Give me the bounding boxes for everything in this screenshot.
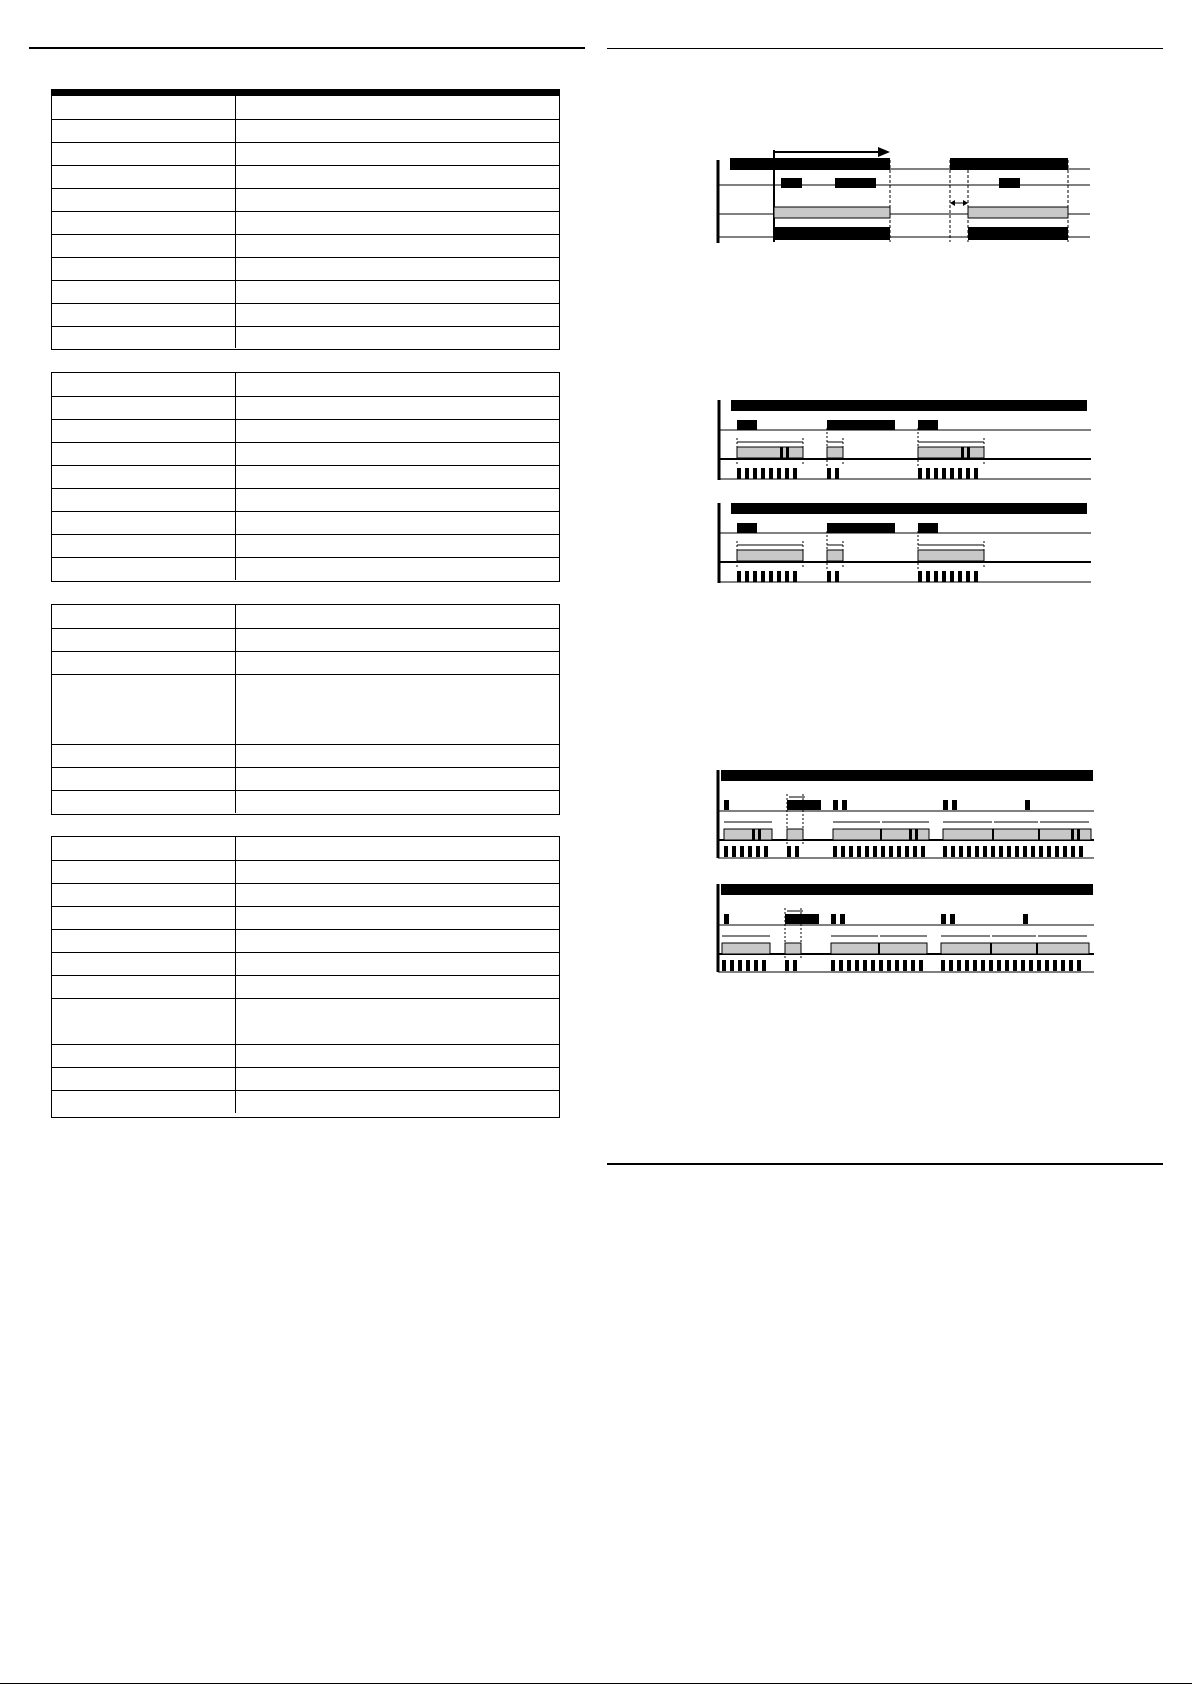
spec-table-2 [51,372,560,582]
table-row [52,534,559,557]
table-row [52,119,559,142]
table-row [52,883,559,906]
table-row [52,211,559,234]
table-row [52,234,559,257]
table-row [52,628,559,651]
right-section-rule [607,1163,1163,1165]
table-row [52,280,559,303]
timing-diagram-2b [713,501,1093,585]
table-row [52,396,559,419]
left-header-rule [29,47,585,49]
table-row [52,790,559,813]
table-row [52,975,559,998]
table-row [52,1067,559,1090]
table-row [52,906,559,929]
table-row [52,511,559,534]
table-row [52,651,559,674]
table-row [52,1044,559,1067]
table-row [52,674,559,744]
table-row [52,488,559,511]
table-row [52,860,559,883]
timing-diagram-2a [713,398,1093,482]
timing-diagram-3b [714,882,1096,974]
table-row [52,557,559,580]
table-row [52,998,559,1044]
table-row [52,605,559,628]
spec-table-3 [51,604,560,815]
table-row [52,142,559,165]
table-row [52,1090,559,1113]
table-row [52,744,559,767]
table-row [52,465,559,488]
right-header-rule [607,48,1163,49]
table-row [52,952,559,975]
table-row [52,188,559,211]
footer-rule [0,1683,1192,1684]
timing-diagram-3a [714,768,1096,860]
timing-diagram-1 [712,145,1092,245]
table-row [52,326,559,348]
table-row [52,303,559,326]
spec-table-4 [51,836,560,1118]
spec-table-1 [51,89,560,350]
table-row [52,419,559,442]
table-row [52,837,559,860]
table-row [52,767,559,790]
table-row [52,373,559,396]
table-row [52,929,559,952]
table-row [52,96,559,119]
table-row [52,442,559,465]
table-row [52,165,559,188]
table-row [52,257,559,280]
